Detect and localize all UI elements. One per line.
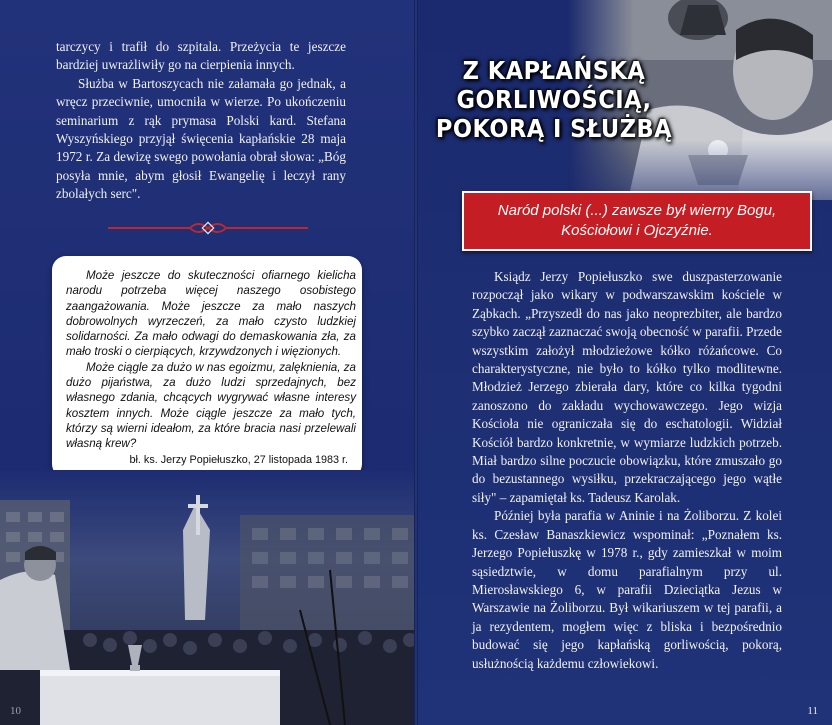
right-paragraph-2: Później była parafia w Aninie i na Żoliborzu. Z kolei ks. Czesław Banaszkiewicz wspominał: „Poznałem ks. Jerzego Popiełuszkę w 1978 r., gdy zamieszkał w moim sąsiedztwie, w domu parafialnym przy ul. Mierosławskiego 6, w parafii Dzieciątka Jezus w Warszawie na Żoliborzu. Był wikariuszem w tej parafii, a ja rezydentem, mogłem więc z bliska i bezpośrednio budować się jego kapłańską gorliwością, pokorą, usłużnością każdemu człowiekowi. [472, 508, 782, 671]
title-line-3: POKORĄ I SŁUŻBĄ [435, 114, 673, 143]
mass-photo [0, 470, 416, 725]
left-paragraph-1: tarczycy i trafił do szpitala. Przeżycia te jeszcze bardziej uwrażliwiły go na cierpienia innych. [56, 39, 346, 73]
quote-text [66, 268, 356, 452]
quote-banner-text: Naród polski (...) zawsze był wierny Bogu, Kościołowi i Ojczyźnie. [497, 202, 777, 239]
quote-box [52, 256, 362, 478]
quote-paragraph-1: Może jeszcze do skuteczności ofiarnego kielicha narodu potrzeba więcej naszego osobistego zaangażowania. Może jeszcze za mało naszych dobrowolnych wyrzeczeń, za mało czysto ludzkiej solidarności. Za mało odwagi do demaskowania zła, za mało troski o cierpiących, krzywdzonych i więzionych. [66, 269, 356, 359]
page-number-left: 10 [10, 705, 21, 717]
quote-paragraph-2: Może ciągle za dużo w nas egoizmu, zalęknienia, za dużo pijaństwa, za dużo ludzi sprzedajnych, bez własnego zdania, chcących wygrywać własne interesy kosztem innych. Może ciągle jeszcze za mało tych, którzy są wierni ideałom, za które bracia nasi przelewali własną krew? [66, 360, 356, 451]
quote-signature: bł. ks. Jerzy Popiełuszko, 27 listopada 1983 r. [129, 454, 348, 466]
left-body-text [56, 38, 346, 204]
quote-banner [462, 191, 812, 251]
right-paragraph-1: Ksiądz Jerzy Popiełuszko swe duszpasterzowanie rozpoczął jako wikary w podwarszawskim kościele w Ząbkach. „Przyszedł do nas jako neoprezbiter, ale bardzo szybko zaczął zaznaczać swoją obecność w parafii. Przede wszystkim założył młodzieżowe kółko różańcowe. Co charakterystyczne, nie było to kółko tylko modlitewne. Młodzież Jerzego zbierała dary, które co kilka tygodni zanoszono do zakładu wychowawczego. Jego wizja Kościoła nie ograniczała się do eschatologii. Widział Kościół bardzo konkretnie, w wymiarze ludzkich potrzeb. Miał bardzo silne poczucie obowiązku, które zmuszało go do bezustannego wysiłku, przekraczającego jego wątłe siły" – zapamiętał ks. Tadeusz Karolak. [472, 269, 782, 505]
decorative-ornament [108, 218, 308, 238]
left-paragraph-2: Służba w Bartoszycach nie załamała go jednak, a wręcz przeciwnie, umocniła w wierze. Po ukończeniu seminarium z rąk prymasa Polski kard. Stefana Wyszyńskiego przyjął święcenia kapłańskie 28 maja 1972 r. Za dewizę swego powołania obrał słowa: „Bóg posyła mnie, abym głosił Ewangelię i leczył rany zbolałych serc". [56, 75, 346, 202]
right-body-text [472, 268, 782, 673]
book-spine [414, 0, 418, 725]
page-number-right: 11 [807, 705, 818, 717]
chapter-title [424, 56, 684, 143]
title-line-2: GORLIWOŚCIĄ, [456, 85, 652, 114]
title-line-1: Z KAPŁAŃSKĄ [462, 56, 646, 85]
